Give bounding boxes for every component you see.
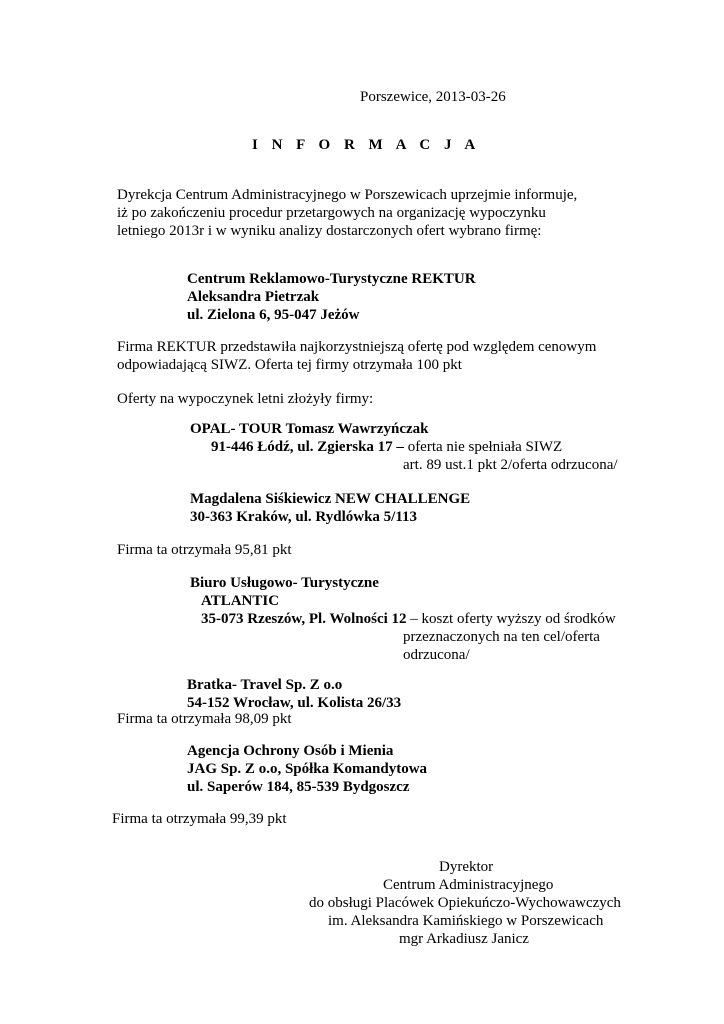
- offer-address: 54-152 Wrocław, ul. Kolista 26/33: [187, 695, 402, 711]
- winner-name: Centrum Reklamowo-Turystyczne REKTUR: [187, 271, 476, 287]
- offer-name: Magdalena Siśkiewicz NEW CHALLENGE: [190, 491, 471, 507]
- offer-address: 30-363 Kraków, ul. Rydlówka 5/113: [190, 509, 418, 525]
- offer-note: art. 89 ust.1 pkt 2/oferta odrzucona/: [403, 457, 618, 473]
- winner-note-line: odpowiadającą SIWZ. Oferta tej firmy otrzymała 100 pkt: [117, 357, 462, 373]
- offer-score: Firma ta otrzymała 98,09 pkt: [117, 711, 292, 727]
- offer-note: przeznaczonych na ten cel/oferta: [403, 629, 600, 645]
- intro-line: Dyrekcja Centrum Administracyjnego w Porszewicach uprzejmie informuje,: [117, 187, 578, 203]
- intro-line: iż po zakończeniu procedur przetargowych na organizację wypoczynku: [117, 205, 546, 221]
- offer-note: oferta nie spełniała SIWZ: [403, 439, 563, 455]
- signature-line: Centrum Administracyjnego: [383, 877, 554, 893]
- intro-line: letniego 2013r i w wyniku analizy dostarczonych ofert wybrano firmę:: [117, 223, 542, 239]
- offer-score: Firma ta otrzymała 95,81 pkt: [117, 542, 292, 558]
- signature-line: do obsługi Placówek Opiekuńczo-Wychowawczych: [309, 895, 621, 911]
- offer-address: 35-073 Rzeszów, Pl. Wolności 12: [201, 611, 407, 627]
- offer-address-line: [201, 610, 616, 628]
- offer-name: Biuro Usługowo- Turystyczne: [190, 575, 379, 591]
- offer-name: JAG Sp. Z o.o, Spółka Komandytowa: [187, 761, 428, 777]
- offer-name: Agencja Ochrony Osób i Mienia: [187, 743, 394, 759]
- offer-address: ul. Saperów 184, 85-539 Bydgoszcz: [187, 779, 410, 795]
- signature-line: mgr Arkadiusz Janicz: [399, 931, 529, 947]
- offer-name: ATLANTIC: [201, 593, 280, 609]
- document-title: I N F O R M A C J A: [252, 137, 481, 153]
- offer-note: odrzucona/: [403, 647, 470, 663]
- offer-address-line: [211, 438, 562, 456]
- offer-name: Bratka- Travel Sp. Z o.o: [187, 677, 343, 693]
- offer-address: 91-446 Łódź, ul. Zgierska 17 –: [211, 439, 404, 455]
- winner-note-line: Firma REKTUR przedstawiła najkorzystniejszą ofertę pod względem cenowym: [117, 339, 597, 355]
- winner-person: Aleksandra Pietrzak: [187, 289, 320, 305]
- signature-line: im. Aleksandra Kamińskiego w Porszewicach: [328, 913, 604, 929]
- winner-address: ul. Zielona 6, 95-047 Jeżów: [187, 307, 360, 323]
- offer-note: – koszt oferty wyższy od środków: [406, 611, 616, 627]
- offers-heading: Oferty na wypoczynek letni złożyły firmy:: [117, 391, 374, 407]
- offer-score: Firma ta otrzymała 99,39 pkt: [112, 811, 287, 827]
- signature-line: Dyrektor: [439, 859, 494, 875]
- offer-name: OPAL- TOUR Tomasz Wawrzyńczak: [190, 421, 429, 437]
- date-line: Porszewice, 2013-03-26: [360, 89, 506, 105]
